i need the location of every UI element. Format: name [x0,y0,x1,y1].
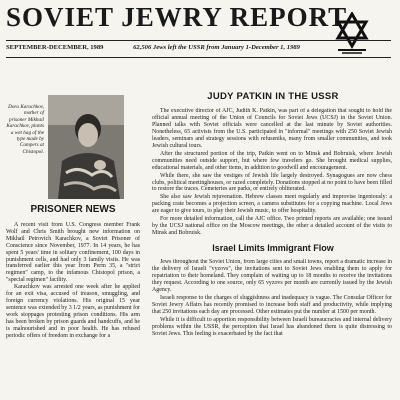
paragraph: Karachkov was arrested one week after he applied for an exit visa, accused of treason, smuggling, and foreign currency violations. His original 15 year sentence was extended by 3 1/2 years, as punishment for work stoppages protesting prison conditions. His arm has been broken by prison guards and handcuffs, and he is malnourished and in poor health. He has refused periodic offers of freedom in exchange for a [6,284,140,339]
prisoner-mother-photo [48,95,124,199]
paragraph: For more detailed information, call the AJC office. Two printed reports are available; one issued by the UCSJ national office on the Moscow meetings, the other a detailed account of the visits to Minsk and Bobruisk. [152,216,392,237]
photo-caption: Dora Karachkov, mother of prisoner Mikhail Karachkov, plants a wet bag of the type made by Campers at Chistopol. [6,104,44,155]
prisoner-news-body [6,222,140,400]
masthead-rule-bottom [6,57,391,58]
paragraph: The executive director of AJC, Judith K. Patkin, was part of a delegation that sought to hold the official annual meeting of the Union of Councils for Soviet Jews (UCSJ) in the Soviet Union. Planned talks with Soviet officials were cancelled at the last minute by Soviet authorities. Nonetheless, 65 activists from the U.S. participated in "informal" meetings with 250 Soviet Jewish leaders, seminars and strategy sessions with refuseniks, many from smaller communities, and took Jewish cultural tours. [152,108,392,149]
star-of-david-logo [334,12,370,54]
paragraph: While there, she saw the vestiges of Jewish life largely destroyed. Synagogues are now chess clubs, political meetinghouses, or razed completely. Donations stopped at no point to have been filled to restore the traces. Cemeteries are parks, or entirely obliterated. [152,172,392,193]
paragraph: After the structured portion of the trip, Patkin went on to Minsk and Bobruisk, where Jewish communities need outside support, but where few travelers go. She brought medical supplies, educational materials, and other items, in addition to goodwill and encouragement. [152,150,392,171]
israel-article-heading: Israel Limits Immigrant Flow [212,243,334,253]
paragraph: Israeli response to the charges of sluggishness and inadequacy is vague. The Consular Officer for Soviet Jewry Affairs has recently promised to increase both staff and productivity, while implying that 250 invitations each day are processed. Other estimates put the number at 1500 per month. [152,294,392,315]
emigration-tagline: 62,506 Jews left the USSR from January 1-December 1, 1989 [133,44,300,51]
patkin-article-body [152,108,392,242]
israel-article-body [152,259,392,400]
paragraph: While it is difficult to apportion responsibility between Israeli bureaucracies and internal delivery problems within the USSR, the perception that Israel has abandoned them is quite distressing to Soviet Jews. This feeling is exacerbated by the fact that [152,316,392,337]
patkin-article-heading: JUDY PATKIN IN THE USSR [207,91,339,102]
issue-date: SEPTEMBER-DECEMBER, 1989 [6,44,104,51]
paragraph: She also saw Jewish rejuvenation. Hebrew classes meet regularly and improvise ingeniously: a packing crate becomes a projection screen, a camera substitutes for a copying machine. Local Jews are eager to give tours, to play their Jewish music, to offer hospitality. [152,194,392,215]
dateline [6,44,336,56]
paragraph: A recent visit from U.S. Congress member Frank Wolf and Chris Smith brought new information on Mikhail Petrovich Karachkov, a Soviet Prisoner of Conscience since November, 1977. In 14 years, he has spent 5 years' time in solitary confinement, 100 days in punishment cells, and had only 3 family visits. He was transferred earlier this year from Perm 35, a "strict regimen" camp, to the infamous Chistopol prison, a "special regimen" facility. [6,222,140,284]
paragraph: Jews throughout the Soviet Union, from large cities and small towns, report a dramatic increase in the delivery of Israeli "vyzovs", the invitations sent to Soviet Jews enabling them to apply for repatriation to their homeland. They complain of waiting up to 18 months to receive the invitations they request. According to one source, only 65 vyzovs per month are currently issued by the Jewish Agency. [152,259,392,293]
masthead-rule-top [6,40,391,41]
prisoner-news-heading: PRISONER NEWS [30,204,116,215]
masthead-title: SOVIET JEWRY REPORT [6,2,348,32]
